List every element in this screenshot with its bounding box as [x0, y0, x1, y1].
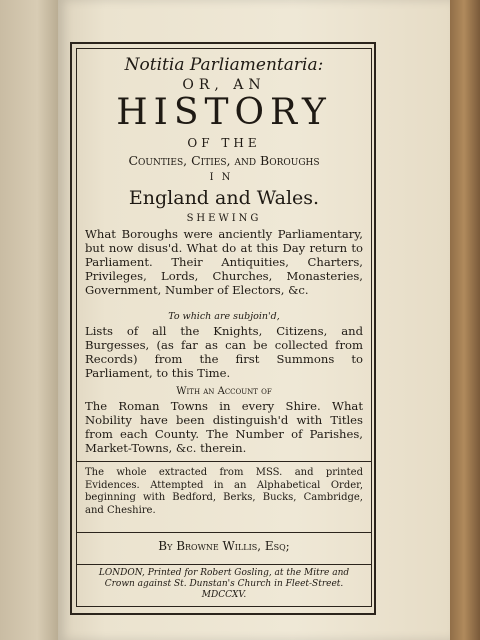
author-line: By Browne Willis, Esq;: [158, 539, 290, 553]
shewing-line: SHEWING: [186, 213, 262, 224]
of-the-line: OF THE: [187, 136, 261, 150]
divider-rule: [77, 532, 371, 533]
divider-rule: [77, 564, 371, 565]
book-spine-edge: [448, 0, 480, 640]
title-page-frame: [76, 48, 372, 607]
contents-paragraph-1: What Boroughs were anciently Parliamentary, but now disus'd. What do at this Day return to Parliament. Their Antiquities, Charters, Privileges, Lords, Churches, Monasteries, Government, Number of Electors, &c.: [85, 227, 363, 297]
divider-rule: [77, 461, 371, 462]
contents-paragraph-3: The Roman Towns in every Shire. What Nobility have been distinguish'd with Titles from each County. The Number of Parishes, Market-Towns, &c. therein.: [85, 399, 363, 455]
contents-paragraph-2: Lists of all the Knights, Citizens, and Burgesses, (as far as can be collected from Records) from the first Summons to Parliament, to this Time.: [85, 324, 363, 380]
england-wales-line: England and Wales.: [128, 187, 320, 209]
history-heading: HISTORY: [116, 92, 332, 133]
latin-title: Notitia Parliamentaria:: [124, 55, 324, 75]
in-line: IN: [209, 172, 239, 183]
imprint: LONDON, Printed for Robert Gosling, at the Mitre and Crown against St. Dunstan's Church in Fleet-Street. MDCCXV.: [98, 568, 350, 600]
subjoined-line: To which are subjoin'd,: [168, 311, 280, 322]
or-an-line: OR, AN: [182, 77, 266, 93]
account-line: With an Account of: [176, 386, 272, 397]
left-page-edge: [0, 0, 62, 640]
counties-line: Counties, Cities, and Boroughs: [128, 153, 320, 168]
sources-paragraph: The whole extracted from MSS. and printed Evidences. Attempted in an Alphabetical Order, beginning with Bedford, Berks, Bucks, Cambridge, and Cheshire.: [85, 467, 363, 516]
